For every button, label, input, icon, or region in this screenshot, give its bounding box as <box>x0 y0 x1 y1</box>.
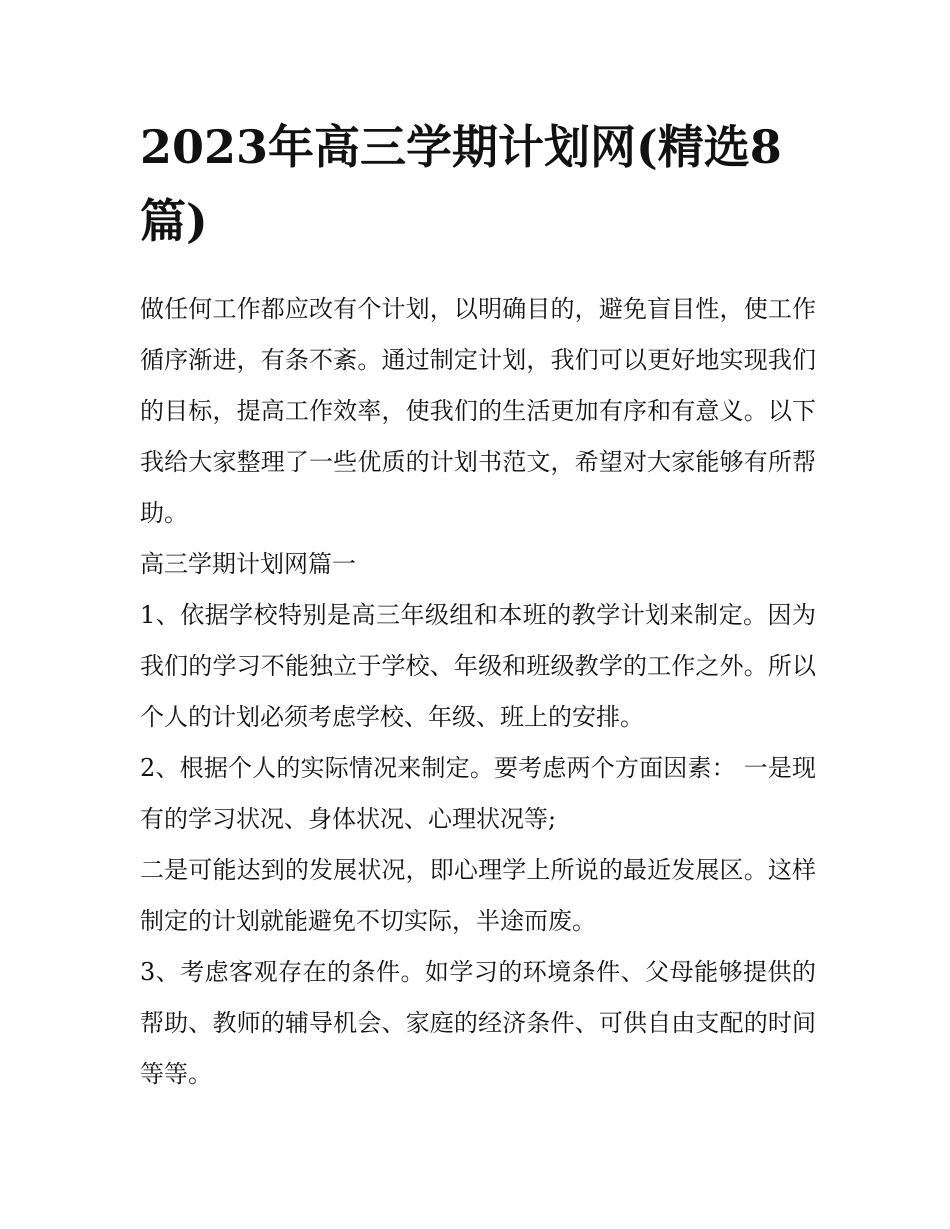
list-item: 2、根据个人的实际情况来制定。要考虑两个方面因素： 一是现有的学习状况、身体状况、心理状况等; <box>140 754 816 833</box>
intro-paragraph: 做任何工作都应改有个计划，以明确目的，避免盲目性，使工作循序渐进，有条不紊。通过制定计划，我们可以更好地实现我们的目标，提高工作效率，使我们的生活更加有序和有意义。以下我给大家整理了一些优质的计划书范文，希望对大家能够有所帮助。 <box>140 295 816 527</box>
document-body <box>140 284 816 1100</box>
document-page <box>140 110 816 1100</box>
list-item: 3、考虑客观存在的条件。如学习的环境条件、父母能够提供的帮助、教师的辅导机会、家庭的经济条件、可供自由支配的时间等等。 <box>140 958 816 1088</box>
list-item: 1、依据学校特别是高三年级组和本班的教学计划来制定。因为我们的学习不能独立于学校、年级和班级教学的工作之外。所以个人的计划必须考虑学校、年级、班上的安排。 <box>140 601 816 731</box>
document-title: 2023年高三学期计划网(精选8篇) <box>140 120 782 248</box>
list-item-continuation: 二是可能达到的发展状况，即心理学上所说的最近发展区。这样制定的计划就能避免不切实际，半途而废。 <box>140 856 816 935</box>
section-heading: 高三学期计划网篇一 <box>140 550 356 578</box>
